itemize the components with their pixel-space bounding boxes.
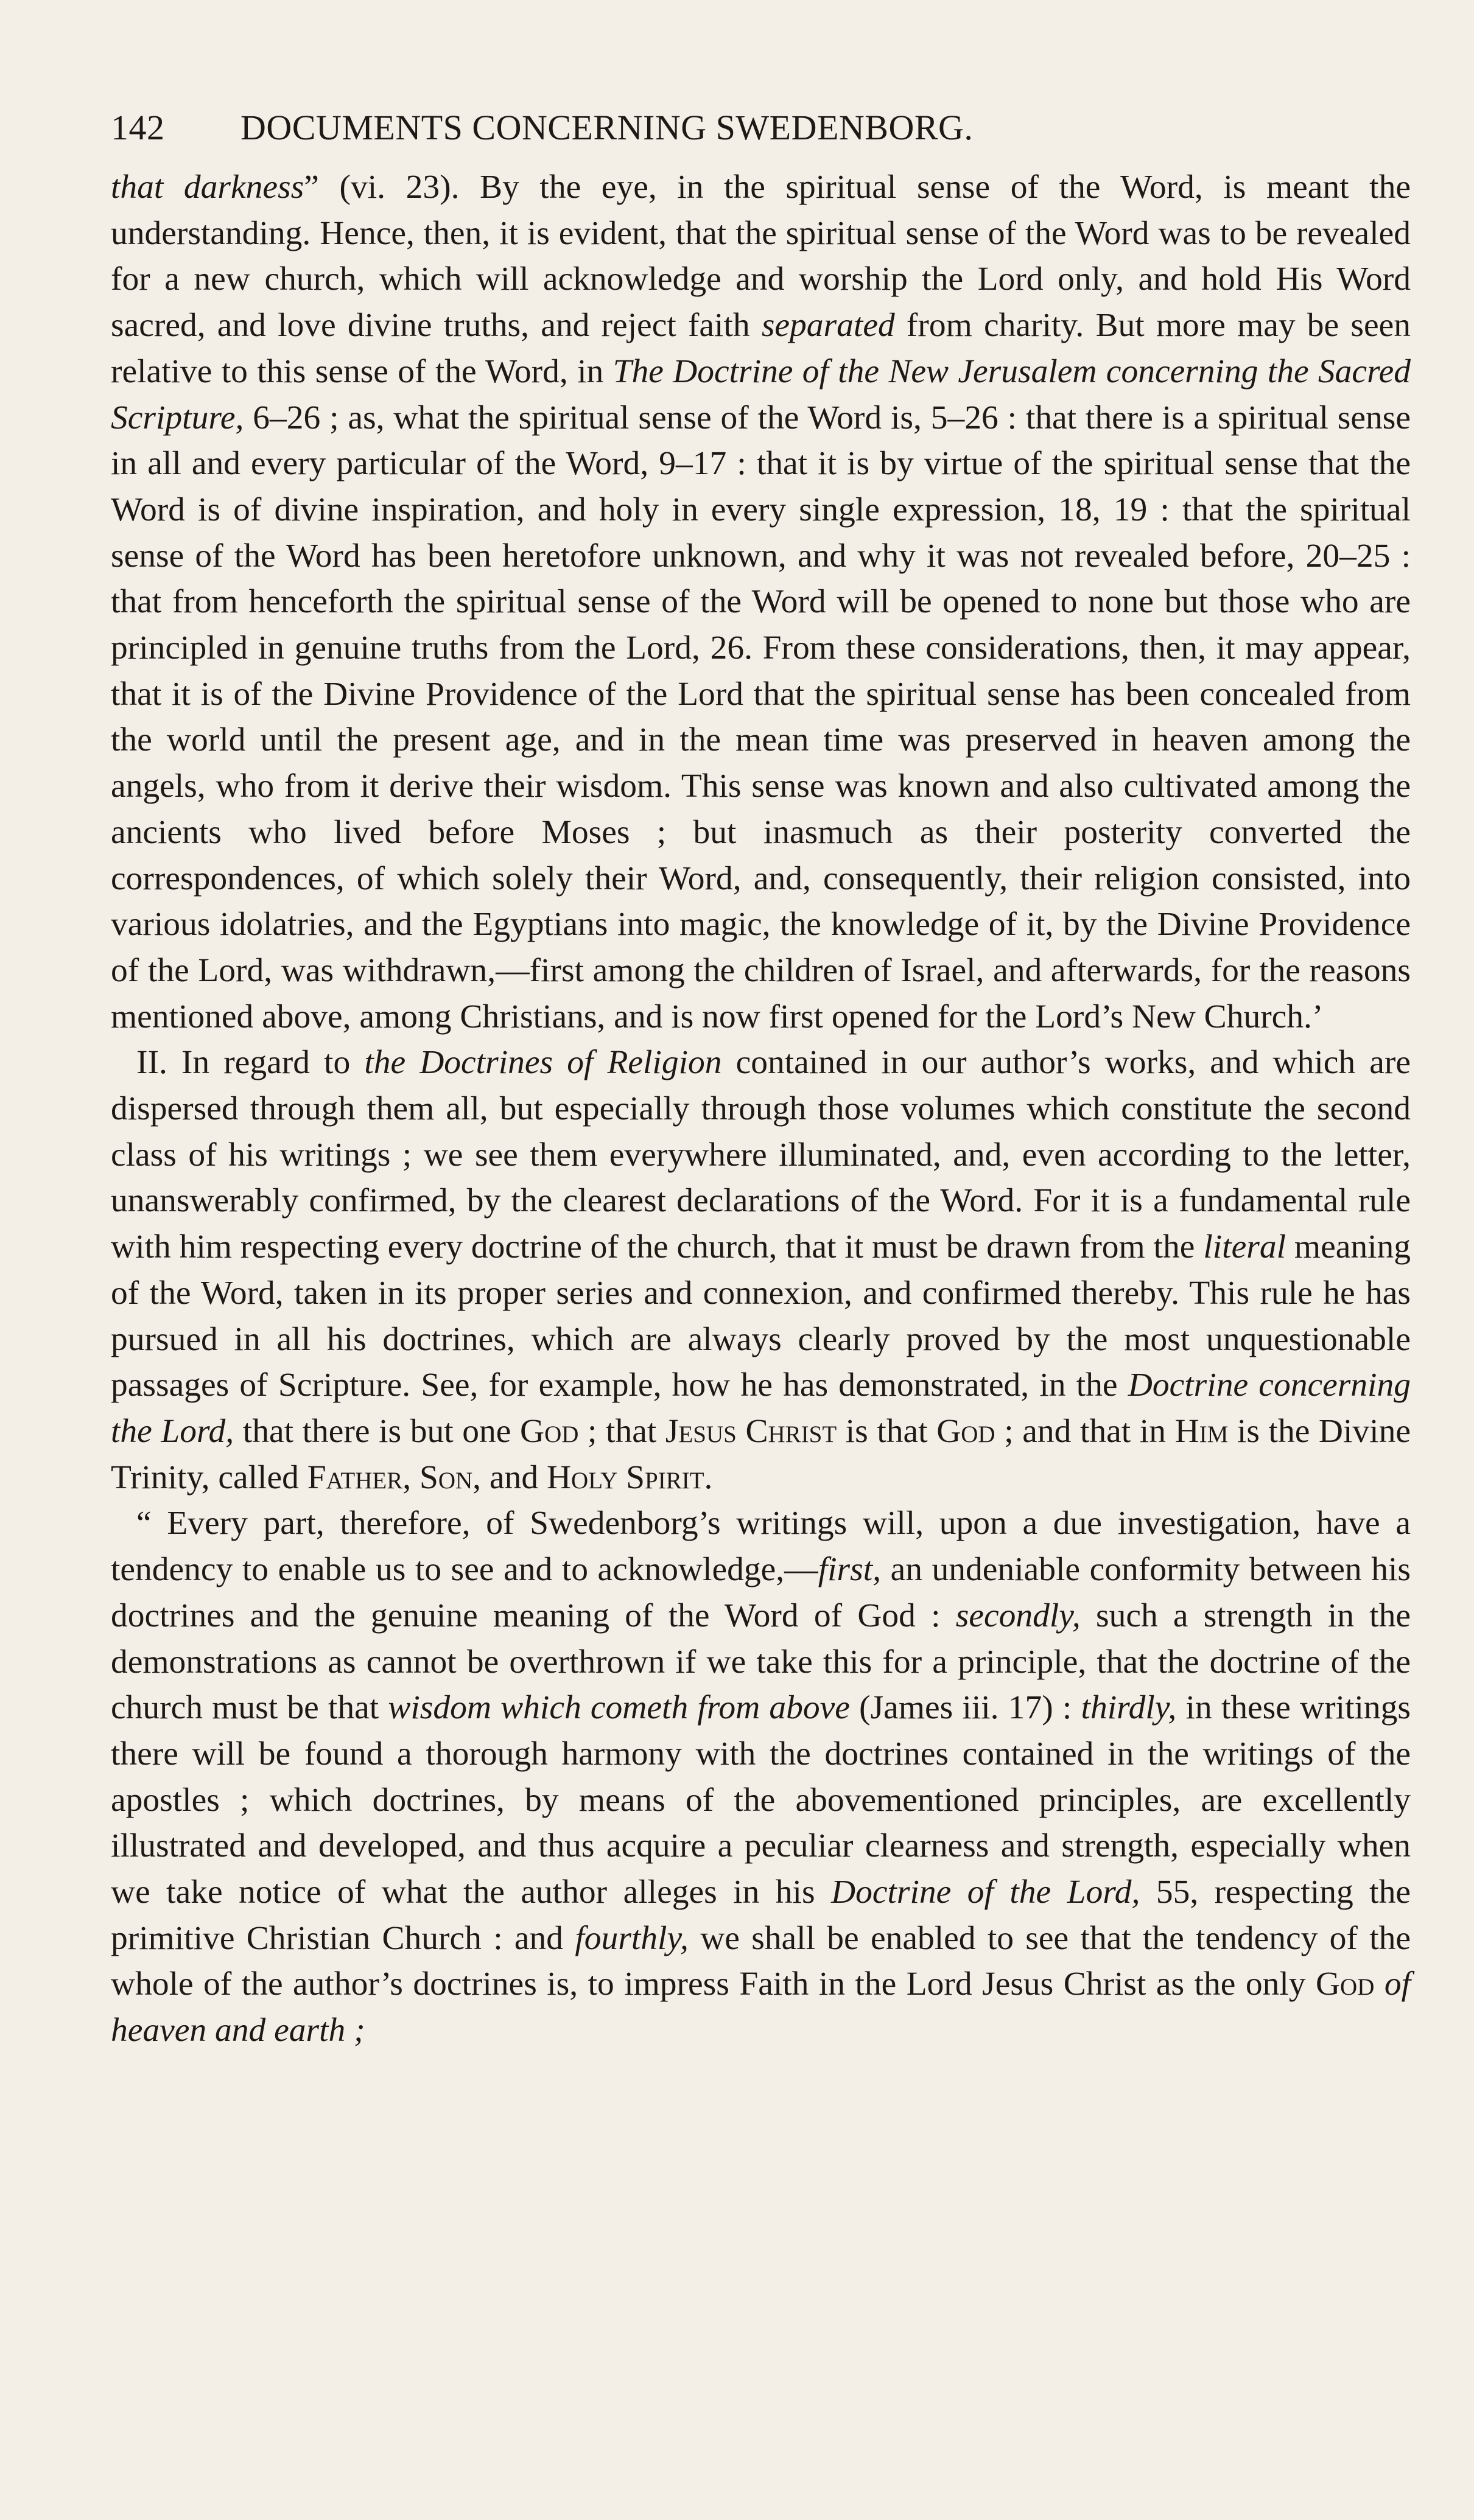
italic-text: wisdom which cometh from above xyxy=(388,1689,850,1727)
paragraph xyxy=(111,164,1411,1040)
text-run: “ Every part, therefore, of Swedenborg’s writings will, upon a due investigation, have a tendency to enable us to see and to acknowledge,— xyxy=(111,1505,1411,1589)
small-caps-text: Jesus Christ xyxy=(665,1412,837,1450)
small-caps-text: God xyxy=(1315,1965,1375,2003)
text-run: and xyxy=(481,1458,547,1496)
text-run: meaning of the Word, taken in its proper series and connexion, and confirmed thereby. This rule he has pursued in all his doctrines, which are always clearly proved by the most unquestionable passages of Scripture. See, for example, how he has demonstrated, in the xyxy=(111,1228,1411,1404)
text-run: 55, respecting the primitive Christian Church : and xyxy=(111,1874,1411,1957)
italic-text: Doctrine of the Lord, xyxy=(831,1874,1140,1911)
text-run: (James iii. 17) : xyxy=(849,1689,1081,1727)
paragraph xyxy=(111,1500,1411,2053)
text-run: an undeniable conformity between his doctrines and the genuine meaning of the Word of God : xyxy=(111,1551,1411,1634)
running-head: DOCUMENTS CONCERNING SWEDENBORG. xyxy=(240,108,974,147)
italic-text: of heaven and earth ; xyxy=(111,1965,1411,2049)
text-run: is that xyxy=(837,1412,937,1450)
italic-text: that darkness xyxy=(111,169,304,206)
small-caps-text: God xyxy=(936,1412,995,1450)
italic-text: separated xyxy=(761,307,895,345)
text-run xyxy=(1374,1965,1384,2003)
text-run: ” (vi. 23). By the eye, in the spiritual sense of the Word, is meant the understanding. Hence, then, it is evident, that the spiritual sense of the Word was to be revealed for a new church, which will acknowledge and worship the Lord only, and hold His Word sacred, and love divine truths, and reject faith xyxy=(111,169,1411,345)
text-run: ; that xyxy=(578,1412,665,1450)
body-text xyxy=(111,164,1411,2054)
small-caps-text: Holy Spirit. xyxy=(546,1458,713,1496)
text-run: 6–26 ; as, what the spiritual sense of the Word is, 5–26 : that there is a spiritual sense in all and every particular of the Word, 9–17 : that it is by virtue of the spiritual sense that the Word is of divine inspiration, and holy in every single expression, 18, 19 : that the spiritual sense of the Word has been heretofore unknown, and why it was not revealed before, 20–25 : that from henceforth the spiritual sense of the Word will be opened to none but those who are principled in genuine truths from the Lord, 26. From these considerations, then, it may appear, that it is of the Divine Providence of the Lord that the spiritual sense has been concealed from the world until the present age, and in the mean time was preserved in heaven among the angels, who from it derive their wisdom. This sense was known and also cultivated among the ancients who lived before Moses ; but inasmuch as their posterity converted the correspondences, of which solely their Word, and, consequently, their religion consisted, into various idolatries, and the Egyptians into magic, the knowledge of it, by the Divine Providence of the Lord, was withdrawn,—first among the children of Israel, and afterwards, for the reasons mentioned above, among Christians, and is now first opened for the Lord’s New Church.’ xyxy=(111,399,1411,1035)
italic-text: Doctrine concerning the Lord, xyxy=(111,1367,1411,1450)
text-run: we shall be enabled to see that the tendency of the whole of the author’s doctrines is, to impress Faith in the Lord Jesus Christ as the only xyxy=(111,1919,1411,2003)
italic-text: thirdly, xyxy=(1081,1689,1177,1727)
text-run: such a strength in the demonstrations as cannot be overthrown if we take this for a principle, that the doctrine of the church must be that xyxy=(111,1597,1411,1727)
italic-text: literal xyxy=(1203,1228,1286,1266)
italic-text: first, xyxy=(818,1551,882,1589)
text-run: contained in our author’s works, and which are dispersed through them all, but especially through those volumes which constitute the second class of his writings ; we see them everywhere illuminated, and, even according to the letter, unanswerably confirmed, by the clearest declarations of the Word. For it is a fundamental rule with him respecting every doctrine of the church, that it must be drawn from the xyxy=(111,1044,1411,1266)
text-run: II. In regard to xyxy=(136,1044,365,1082)
text-run: that there is but one xyxy=(234,1412,520,1450)
small-caps-text: Him xyxy=(1174,1412,1229,1450)
text-run: in these writings there will be found a thorough harmony with the doctrines contained in the writings of the apostles ; which doctrines, by means of the abovementioned principles, are excellently illustrated and developed, and thus acquire a peculiar clearness and strength, especially when we take notice of what the author alleges in his xyxy=(111,1689,1411,1911)
small-caps-text: God xyxy=(520,1412,579,1450)
italic-text: secondly, xyxy=(955,1597,1081,1634)
page-number: 142 xyxy=(111,108,165,147)
text-run: from charity. But more may be seen relative to this sense of the Word, in xyxy=(111,307,1411,390)
page-header xyxy=(111,107,1402,146)
paragraph xyxy=(111,1040,1411,1500)
italic-text: the Doctrines of Religion xyxy=(364,1044,722,1082)
text-run: ; and that in xyxy=(995,1412,1175,1450)
text-run: is the Divine Trinity, called xyxy=(111,1412,1411,1496)
italic-text: The Doctrine of the New Jerusalem concerning the Sacred Scripture, xyxy=(111,352,1411,436)
small-caps-text: Father, Son, xyxy=(307,1458,482,1496)
italic-text: fourthly, xyxy=(575,1919,689,1957)
